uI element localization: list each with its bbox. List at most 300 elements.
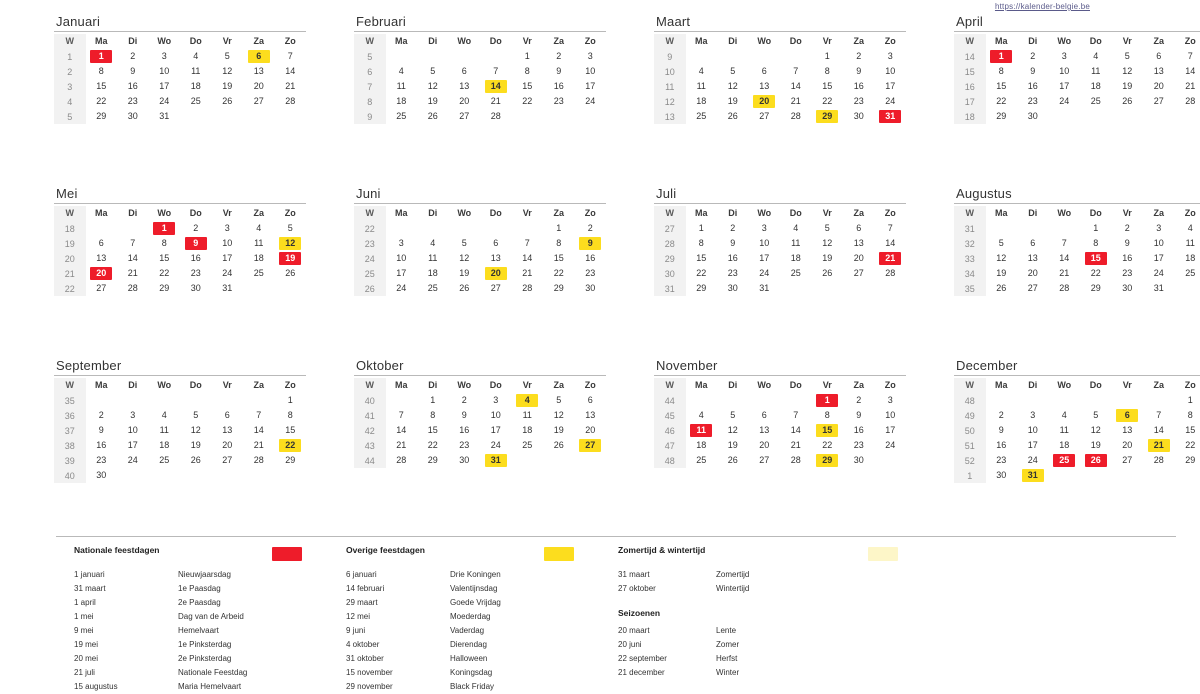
- day-cell[interactable]: [1017, 251, 1049, 266]
- day-cell[interactable]: [686, 79, 718, 94]
- day-cell[interactable]: [986, 423, 1018, 438]
- day-cell[interactable]: [417, 251, 449, 266]
- day-cell[interactable]: [149, 281, 181, 296]
- day-cell[interactable]: [749, 251, 781, 266]
- day-cell[interactable]: [449, 438, 481, 453]
- day-cell[interactable]: [717, 251, 749, 266]
- day-cell[interactable]: [1080, 79, 1112, 94]
- day-cell[interactable]: [417, 221, 449, 236]
- day-cell[interactable]: [1080, 423, 1112, 438]
- day-cell[interactable]: [275, 109, 307, 124]
- day-cell[interactable]: [149, 266, 181, 281]
- day-cell[interactable]: [1175, 236, 1200, 251]
- day-cell[interactable]: [1049, 423, 1081, 438]
- day-cell[interactable]: [575, 281, 607, 296]
- day-cell[interactable]: [875, 221, 907, 236]
- day-cell[interactable]: [1143, 49, 1175, 64]
- day-cell[interactable]: [717, 94, 749, 109]
- day-cell[interactable]: [1175, 49, 1200, 64]
- day-cell[interactable]: [86, 221, 118, 236]
- day-cell[interactable]: [480, 438, 512, 453]
- day-cell[interactable]: [417, 49, 449, 64]
- day-cell[interactable]: [875, 423, 907, 438]
- day-cell[interactable]: [212, 109, 244, 124]
- day-cell[interactable]: [386, 281, 418, 296]
- day-cell[interactable]: [1112, 281, 1144, 296]
- day-cell[interactable]: [686, 221, 718, 236]
- day-cell[interactable]: [449, 423, 481, 438]
- day-cell[interactable]: [86, 281, 118, 296]
- day-cell[interactable]: [512, 251, 544, 266]
- day-cell[interactable]: [275, 64, 307, 79]
- day-cell[interactable]: [812, 251, 844, 266]
- day-cell[interactable]: [780, 281, 812, 296]
- day-cell[interactable]: [986, 453, 1018, 468]
- day-cell[interactable]: [1143, 281, 1175, 296]
- day-cell[interactable]: [86, 236, 118, 251]
- day-cell[interactable]: [986, 236, 1018, 251]
- day-cell[interactable]: [243, 423, 275, 438]
- day-cell[interactable]: [512, 94, 544, 109]
- day-cell[interactable]: [875, 438, 907, 453]
- day-cell[interactable]: [449, 236, 481, 251]
- day-cell[interactable]: [686, 266, 718, 281]
- day-cell[interactable]: [543, 438, 575, 453]
- day-cell[interactable]: [480, 281, 512, 296]
- day-cell[interactable]: [243, 438, 275, 453]
- day-cell[interactable]: [1049, 64, 1081, 79]
- day-cell[interactable]: [512, 281, 544, 296]
- day-cell[interactable]: [749, 64, 781, 79]
- day-cell[interactable]: [686, 236, 718, 251]
- day-cell[interactable]: [86, 468, 118, 483]
- day-cell[interactable]: [180, 94, 212, 109]
- day-cell[interactable]: [212, 423, 244, 438]
- day-cell[interactable]: [986, 94, 1018, 109]
- day-cell[interactable]: [812, 109, 844, 124]
- day-cell[interactable]: [575, 109, 607, 124]
- day-cell[interactable]: [1112, 468, 1144, 483]
- day-cell[interactable]: [749, 109, 781, 124]
- day-cell[interactable]: [812, 281, 844, 296]
- day-cell[interactable]: [449, 393, 481, 408]
- day-cell[interactable]: [117, 281, 149, 296]
- day-cell[interactable]: [1112, 438, 1144, 453]
- day-cell[interactable]: [780, 109, 812, 124]
- day-cell[interactable]: [1175, 423, 1200, 438]
- day-cell[interactable]: [117, 109, 149, 124]
- day-cell[interactable]: [812, 408, 844, 423]
- day-cell[interactable]: [543, 393, 575, 408]
- day-cell[interactable]: [149, 393, 181, 408]
- day-cell[interactable]: [717, 423, 749, 438]
- day-cell[interactable]: [275, 79, 307, 94]
- day-cell[interactable]: [1017, 468, 1049, 483]
- day-cell[interactable]: [275, 423, 307, 438]
- day-cell[interactable]: [180, 408, 212, 423]
- day-cell[interactable]: [575, 393, 607, 408]
- day-cell[interactable]: [1112, 94, 1144, 109]
- day-cell[interactable]: [449, 453, 481, 468]
- day-cell[interactable]: [180, 468, 212, 483]
- day-cell[interactable]: [575, 453, 607, 468]
- day-cell[interactable]: [875, 393, 907, 408]
- day-cell[interactable]: [480, 236, 512, 251]
- day-cell[interactable]: [386, 79, 418, 94]
- day-cell[interactable]: [180, 221, 212, 236]
- day-cell[interactable]: [86, 453, 118, 468]
- day-cell[interactable]: [1017, 438, 1049, 453]
- day-cell[interactable]: [1080, 64, 1112, 79]
- day-cell[interactable]: [449, 281, 481, 296]
- day-cell[interactable]: [86, 49, 118, 64]
- day-cell[interactable]: [117, 408, 149, 423]
- day-cell[interactable]: [875, 49, 907, 64]
- day-cell[interactable]: [1175, 266, 1200, 281]
- day-cell[interactable]: [686, 64, 718, 79]
- day-cell[interactable]: [843, 393, 875, 408]
- day-cell[interactable]: [512, 64, 544, 79]
- day-cell[interactable]: [512, 423, 544, 438]
- day-cell[interactable]: [686, 408, 718, 423]
- day-cell[interactable]: [117, 221, 149, 236]
- day-cell[interactable]: [512, 266, 544, 281]
- day-cell[interactable]: [1112, 393, 1144, 408]
- day-cell[interactable]: [1175, 79, 1200, 94]
- day-cell[interactable]: [243, 266, 275, 281]
- day-cell[interactable]: [243, 408, 275, 423]
- day-cell[interactable]: [117, 94, 149, 109]
- day-cell[interactable]: [1049, 453, 1081, 468]
- day-cell[interactable]: [543, 221, 575, 236]
- day-cell[interactable]: [117, 49, 149, 64]
- day-cell[interactable]: [780, 423, 812, 438]
- day-cell[interactable]: [449, 266, 481, 281]
- day-cell[interactable]: [386, 221, 418, 236]
- day-cell[interactable]: [543, 266, 575, 281]
- day-cell[interactable]: [386, 393, 418, 408]
- day-cell[interactable]: [843, 438, 875, 453]
- day-cell[interactable]: [86, 408, 118, 423]
- day-cell[interactable]: [117, 423, 149, 438]
- day-cell[interactable]: [986, 79, 1018, 94]
- day-cell[interactable]: [149, 64, 181, 79]
- day-cell[interactable]: [843, 266, 875, 281]
- day-cell[interactable]: [717, 49, 749, 64]
- day-cell[interactable]: [843, 94, 875, 109]
- day-cell[interactable]: [1112, 251, 1144, 266]
- day-cell[interactable]: [780, 266, 812, 281]
- day-cell[interactable]: [212, 438, 244, 453]
- day-cell[interactable]: [243, 393, 275, 408]
- day-cell[interactable]: [417, 393, 449, 408]
- day-cell[interactable]: [417, 281, 449, 296]
- day-cell[interactable]: [686, 453, 718, 468]
- day-cell[interactable]: [986, 221, 1018, 236]
- day-cell[interactable]: [449, 49, 481, 64]
- day-cell[interactable]: [1049, 266, 1081, 281]
- day-cell[interactable]: [386, 236, 418, 251]
- day-cell[interactable]: [243, 64, 275, 79]
- day-cell[interactable]: [1112, 236, 1144, 251]
- day-cell[interactable]: [512, 453, 544, 468]
- day-cell[interactable]: [875, 109, 907, 124]
- day-cell[interactable]: [717, 438, 749, 453]
- day-cell[interactable]: [243, 453, 275, 468]
- day-cell[interactable]: [149, 236, 181, 251]
- day-cell[interactable]: [1049, 236, 1081, 251]
- day-cell[interactable]: [243, 251, 275, 266]
- day-cell[interactable]: [575, 221, 607, 236]
- day-cell[interactable]: [1080, 109, 1112, 124]
- day-cell[interactable]: [986, 64, 1018, 79]
- day-cell[interactable]: [1080, 393, 1112, 408]
- day-cell[interactable]: [843, 79, 875, 94]
- day-cell[interactable]: [243, 221, 275, 236]
- day-cell[interactable]: [480, 94, 512, 109]
- day-cell[interactable]: [512, 221, 544, 236]
- day-cell[interactable]: [1017, 64, 1049, 79]
- day-cell[interactable]: [780, 64, 812, 79]
- day-cell[interactable]: [812, 221, 844, 236]
- day-cell[interactable]: [86, 393, 118, 408]
- day-cell[interactable]: [1080, 281, 1112, 296]
- day-cell[interactable]: [1112, 453, 1144, 468]
- day-cell[interactable]: [812, 236, 844, 251]
- day-cell[interactable]: [1175, 221, 1200, 236]
- day-cell[interactable]: [449, 109, 481, 124]
- day-cell[interactable]: [149, 94, 181, 109]
- day-cell[interactable]: [1143, 423, 1175, 438]
- day-cell[interactable]: [986, 438, 1018, 453]
- day-cell[interactable]: [243, 236, 275, 251]
- day-cell[interactable]: [1080, 49, 1112, 64]
- day-cell[interactable]: [1017, 393, 1049, 408]
- day-cell[interactable]: [449, 94, 481, 109]
- day-cell[interactable]: [386, 408, 418, 423]
- day-cell[interactable]: [543, 423, 575, 438]
- day-cell[interactable]: [512, 438, 544, 453]
- day-cell[interactable]: [686, 281, 718, 296]
- day-cell[interactable]: [843, 281, 875, 296]
- day-cell[interactable]: [275, 236, 307, 251]
- day-cell[interactable]: [1143, 438, 1175, 453]
- day-cell[interactable]: [1112, 266, 1144, 281]
- day-cell[interactable]: [749, 393, 781, 408]
- day-cell[interactable]: [417, 423, 449, 438]
- day-cell[interactable]: [386, 251, 418, 266]
- day-cell[interactable]: [117, 468, 149, 483]
- day-cell[interactable]: [149, 438, 181, 453]
- day-cell[interactable]: [875, 236, 907, 251]
- day-cell[interactable]: [1049, 221, 1081, 236]
- day-cell[interactable]: [180, 109, 212, 124]
- day-cell[interactable]: [449, 221, 481, 236]
- day-cell[interactable]: [543, 408, 575, 423]
- day-cell[interactable]: [1175, 94, 1200, 109]
- day-cell[interactable]: [212, 79, 244, 94]
- day-cell[interactable]: [512, 109, 544, 124]
- day-cell[interactable]: [843, 251, 875, 266]
- day-cell[interactable]: [417, 408, 449, 423]
- day-cell[interactable]: [543, 281, 575, 296]
- day-cell[interactable]: [417, 438, 449, 453]
- day-cell[interactable]: [686, 94, 718, 109]
- day-cell[interactable]: [749, 236, 781, 251]
- day-cell[interactable]: [986, 109, 1018, 124]
- day-cell[interactable]: [986, 468, 1018, 483]
- day-cell[interactable]: [843, 49, 875, 64]
- day-cell[interactable]: [1049, 109, 1081, 124]
- day-cell[interactable]: [1017, 79, 1049, 94]
- day-cell[interactable]: [543, 79, 575, 94]
- day-cell[interactable]: [386, 64, 418, 79]
- day-cell[interactable]: [1017, 236, 1049, 251]
- day-cell[interactable]: [1049, 79, 1081, 94]
- day-cell[interactable]: [480, 393, 512, 408]
- day-cell[interactable]: [1143, 266, 1175, 281]
- day-cell[interactable]: [812, 438, 844, 453]
- day-cell[interactable]: [149, 109, 181, 124]
- day-cell[interactable]: [1049, 468, 1081, 483]
- day-cell[interactable]: [1049, 408, 1081, 423]
- day-cell[interactable]: [512, 408, 544, 423]
- day-cell[interactable]: [1143, 393, 1175, 408]
- day-cell[interactable]: [843, 221, 875, 236]
- day-cell[interactable]: [480, 251, 512, 266]
- day-cell[interactable]: [543, 64, 575, 79]
- day-cell[interactable]: [1049, 94, 1081, 109]
- day-cell[interactable]: [812, 453, 844, 468]
- day-cell[interactable]: [180, 266, 212, 281]
- day-cell[interactable]: [212, 236, 244, 251]
- day-cell[interactable]: [417, 453, 449, 468]
- day-cell[interactable]: [717, 109, 749, 124]
- day-cell[interactable]: [875, 94, 907, 109]
- day-cell[interactable]: [986, 251, 1018, 266]
- day-cell[interactable]: [1175, 453, 1200, 468]
- day-cell[interactable]: [212, 453, 244, 468]
- day-cell[interactable]: [875, 251, 907, 266]
- day-cell[interactable]: [575, 94, 607, 109]
- day-cell[interactable]: [986, 408, 1018, 423]
- day-cell[interactable]: [1112, 423, 1144, 438]
- day-cell[interactable]: [1143, 109, 1175, 124]
- day-cell[interactable]: [117, 438, 149, 453]
- day-cell[interactable]: [386, 438, 418, 453]
- day-cell[interactable]: [843, 236, 875, 251]
- day-cell[interactable]: [86, 109, 118, 124]
- day-cell[interactable]: [1049, 438, 1081, 453]
- day-cell[interactable]: [117, 266, 149, 281]
- day-cell[interactable]: [780, 453, 812, 468]
- day-cell[interactable]: [1175, 408, 1200, 423]
- day-cell[interactable]: [575, 236, 607, 251]
- day-cell[interactable]: [117, 236, 149, 251]
- day-cell[interactable]: [1175, 251, 1200, 266]
- day-cell[interactable]: [812, 49, 844, 64]
- day-cell[interactable]: [717, 64, 749, 79]
- day-cell[interactable]: [686, 423, 718, 438]
- day-cell[interactable]: [275, 438, 307, 453]
- day-cell[interactable]: [780, 79, 812, 94]
- day-cell[interactable]: [212, 266, 244, 281]
- day-cell[interactable]: [86, 438, 118, 453]
- day-cell[interactable]: [117, 79, 149, 94]
- day-cell[interactable]: [575, 266, 607, 281]
- day-cell[interactable]: [1112, 64, 1144, 79]
- day-cell[interactable]: [1143, 251, 1175, 266]
- day-cell[interactable]: [1175, 281, 1200, 296]
- day-cell[interactable]: [717, 236, 749, 251]
- day-cell[interactable]: [1017, 221, 1049, 236]
- day-cell[interactable]: [1143, 79, 1175, 94]
- day-cell[interactable]: [449, 64, 481, 79]
- day-cell[interactable]: [717, 453, 749, 468]
- day-cell[interactable]: [686, 393, 718, 408]
- day-cell[interactable]: [243, 79, 275, 94]
- day-cell[interactable]: [180, 281, 212, 296]
- day-cell[interactable]: [717, 79, 749, 94]
- day-cell[interactable]: [1143, 64, 1175, 79]
- day-cell[interactable]: [749, 94, 781, 109]
- day-cell[interactable]: [780, 49, 812, 64]
- day-cell[interactable]: [986, 393, 1018, 408]
- day-cell[interactable]: [480, 49, 512, 64]
- day-cell[interactable]: [275, 393, 307, 408]
- day-cell[interactable]: [1017, 49, 1049, 64]
- day-cell[interactable]: [1049, 393, 1081, 408]
- day-cell[interactable]: [117, 393, 149, 408]
- day-cell[interactable]: [780, 221, 812, 236]
- day-cell[interactable]: [543, 109, 575, 124]
- day-cell[interactable]: [843, 64, 875, 79]
- day-cell[interactable]: [875, 453, 907, 468]
- day-cell[interactable]: [1143, 408, 1175, 423]
- day-cell[interactable]: [749, 79, 781, 94]
- day-cell[interactable]: [449, 79, 481, 94]
- day-cell[interactable]: [843, 453, 875, 468]
- day-cell[interactable]: [386, 266, 418, 281]
- day-cell[interactable]: [480, 221, 512, 236]
- day-cell[interactable]: [717, 408, 749, 423]
- day-cell[interactable]: [212, 221, 244, 236]
- day-cell[interactable]: [275, 94, 307, 109]
- day-cell[interactable]: [180, 393, 212, 408]
- day-cell[interactable]: [275, 251, 307, 266]
- day-cell[interactable]: [180, 49, 212, 64]
- day-cell[interactable]: [986, 49, 1018, 64]
- day-cell[interactable]: [149, 453, 181, 468]
- day-cell[interactable]: [417, 94, 449, 109]
- day-cell[interactable]: [243, 109, 275, 124]
- day-cell[interactable]: [749, 221, 781, 236]
- day-cell[interactable]: [986, 266, 1018, 281]
- day-cell[interactable]: [717, 266, 749, 281]
- day-cell[interactable]: [417, 266, 449, 281]
- day-cell[interactable]: [1080, 221, 1112, 236]
- day-cell[interactable]: [875, 281, 907, 296]
- day-cell[interactable]: [875, 64, 907, 79]
- day-cell[interactable]: [717, 281, 749, 296]
- day-cell[interactable]: [149, 79, 181, 94]
- day-cell[interactable]: [1143, 453, 1175, 468]
- day-cell[interactable]: [512, 236, 544, 251]
- day-cell[interactable]: [543, 94, 575, 109]
- day-cell[interactable]: [780, 236, 812, 251]
- day-cell[interactable]: [575, 423, 607, 438]
- day-cell[interactable]: [1017, 453, 1049, 468]
